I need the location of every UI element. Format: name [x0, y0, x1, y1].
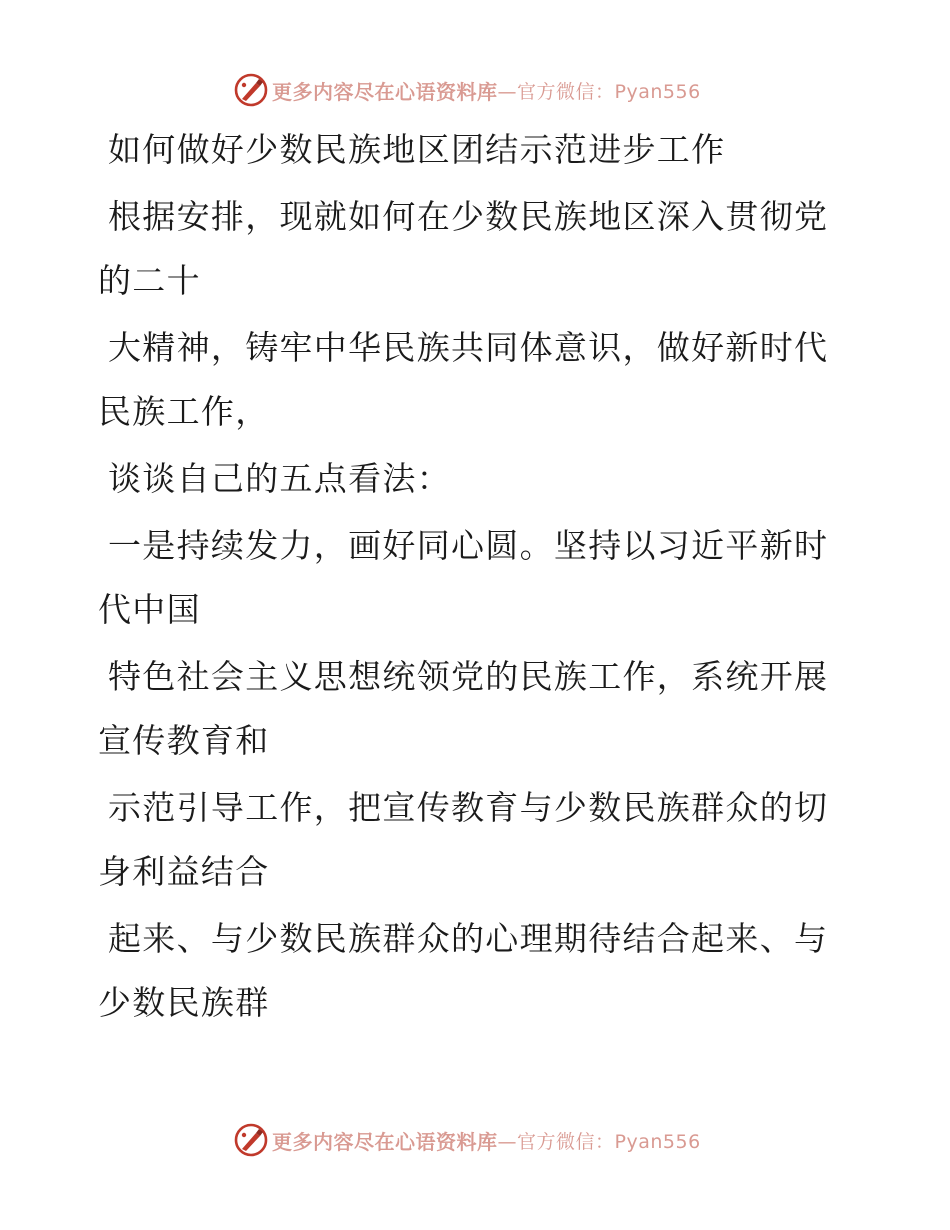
paragraph-line: 宣传教育和 [98, 721, 270, 760]
paragraph-line: 身利益结合 [98, 852, 270, 891]
paragraph [98, 185, 838, 313]
paragraph-line: 大精神，铸牢中华民族共同体意识，做好新时代 [108, 328, 829, 367]
paragraph-line: 谈谈自己的五点看法： [108, 459, 451, 498]
paragraph-line: 如何做好少数民族地区团结示范进步工作 [108, 130, 726, 169]
paragraph-line: 起来、与少数民族群众的心理期待结合起来、与 [108, 919, 829, 958]
paragraph-line: 民族工作， [98, 392, 270, 431]
watermark-sub-text: —官方微信：Pyan556 [497, 80, 701, 103]
paragraph-line: 代中国 [98, 590, 201, 629]
watermark-sub-text: —官方微信：Pyan556 [497, 1130, 701, 1153]
paragraph [98, 776, 838, 904]
pen-logo-icon [234, 1123, 268, 1157]
watermark-main-text: 更多内容尽在心语资料库 [272, 1129, 498, 1154]
paragraph [98, 514, 838, 642]
paragraph-title [98, 118, 838, 182]
watermark-main-text: 更多内容尽在心语资料库 [272, 79, 498, 104]
document-body [98, 118, 838, 1038]
header-watermark [234, 72, 701, 108]
pen-logo-icon [234, 73, 268, 107]
paragraph-line: 根据安排，现就如何在少数民族地区深入贯彻党 [108, 197, 829, 236]
paragraph-line: 示范引导工作，把宣传教育与少数民族群众的切 [108, 788, 829, 827]
paragraph [98, 447, 838, 511]
footer-watermark [234, 1122, 701, 1158]
paragraph-line: 的二十 [98, 261, 201, 300]
paragraph-line: 一是持续发力，画好同心圆。坚持以习近平新时 [108, 526, 829, 565]
paragraph [98, 316, 838, 444]
paragraph [98, 645, 838, 773]
paragraph [98, 907, 838, 1035]
paragraph-line: 少数民族群 [98, 983, 270, 1022]
paragraph-line: 特色社会主义思想统领党的民族工作，系统开展 [108, 657, 829, 696]
